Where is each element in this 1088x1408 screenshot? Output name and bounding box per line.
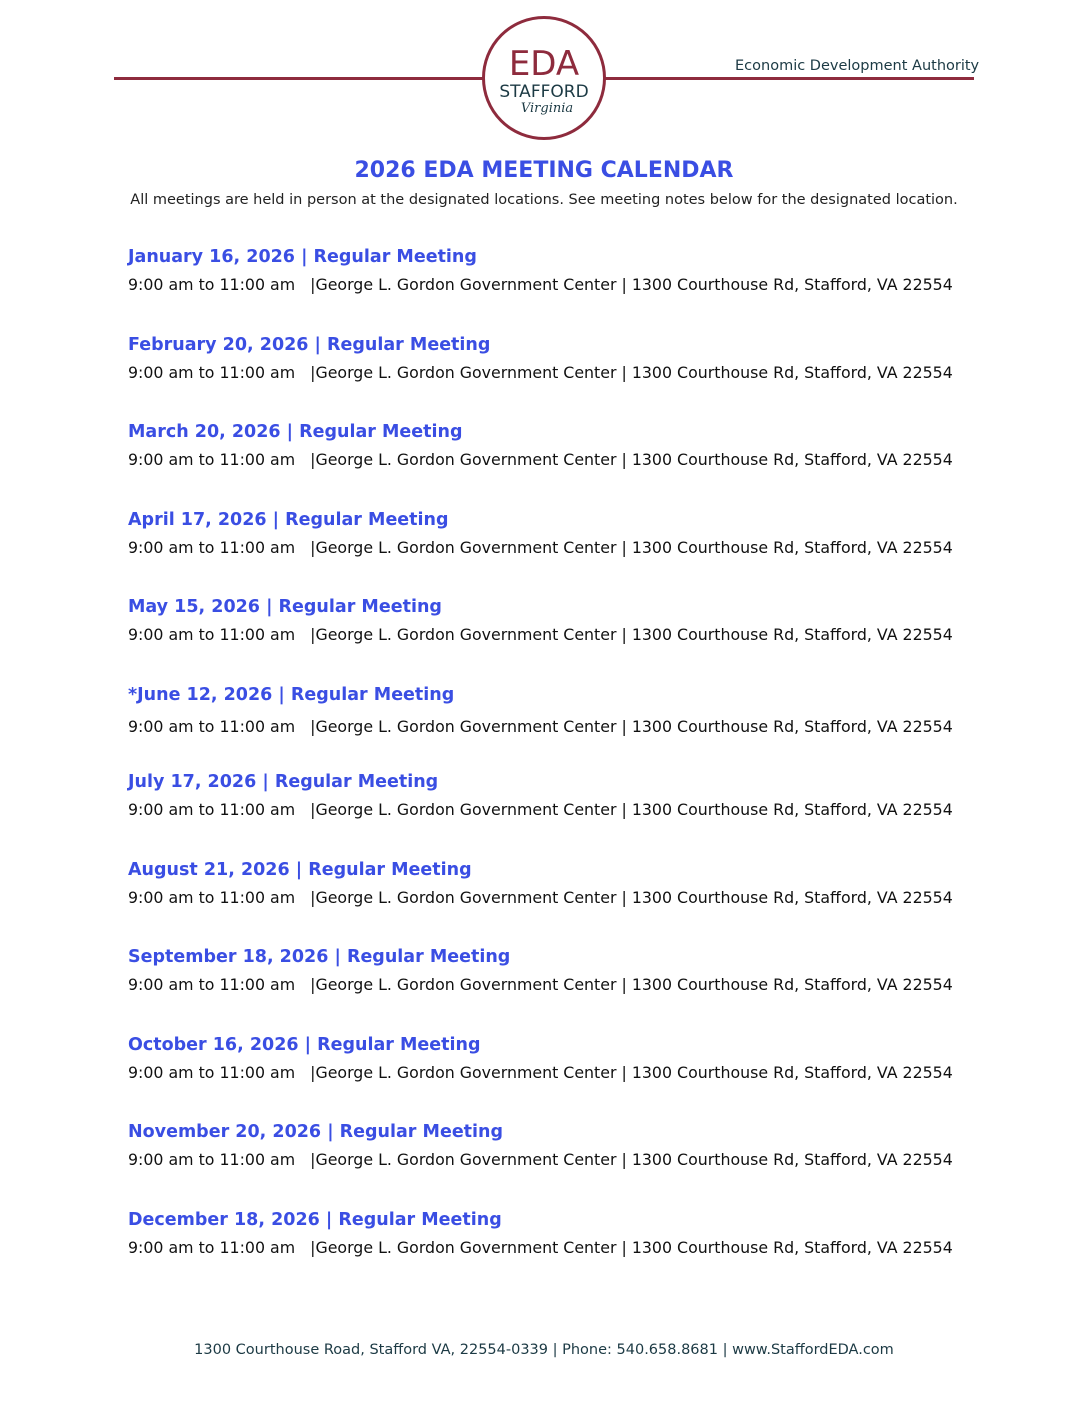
logo-eda-text: EDA <box>508 44 580 84</box>
meeting-detail: 9:00 am to 11:00 am |George L. Gordon Government Center | 1300 Courthouse Rd, Stafford, VA 22554 <box>128 537 953 557</box>
meeting-detail: 9:00 am to 11:00 am |George L. Gordon Government Center | 1300 Courthouse Rd, Stafford, VA 22554 <box>128 275 953 294</box>
meeting-item-october <box>128 1032 968 1120</box>
meeting-item-june <box>128 682 968 770</box>
meeting-detail: 9:00 am to 11:00 am |George L. Gordon Government Center | 1300 Courthouse Rd, Stafford, VA 22554 <box>128 1062 953 1082</box>
meeting-detail: 9:00 am to 11:00 am |George L. Gordon Government Center | 1300 Courthouse Rd, Stafford, VA 22554 <box>128 887 953 907</box>
page-subtitle: All meetings are held in person at the designated locations. See meeting notes below for the designated location. <box>130 192 958 208</box>
meeting-heading: March 20, 2026 | Regular Meeting <box>128 422 463 442</box>
meeting-heading: October 16, 2026 | Regular Meeting <box>128 1034 481 1055</box>
meeting-item-september <box>128 944 968 1032</box>
eda-stafford-logo <box>482 16 606 140</box>
meeting-detail: 9:00 am to 11:00 am |George L. Gordon Government Center | 1300 Courthouse Rd, Stafford, VA 22554 <box>128 800 953 819</box>
meeting-item-may <box>128 594 968 682</box>
page-title: 2026 EDA MEETING CALENDAR <box>354 158 734 183</box>
logo-virginia-text: Virginia <box>520 101 574 116</box>
meeting-detail: 9:00 am to 11:00 am |George L. Gordon Government Center | 1300 Courthouse Rd, Stafford, VA 22554 <box>128 362 953 382</box>
meeting-detail: 9:00 am to 11:00 am |George L. Gordon Government Center | 1300 Courthouse Rd, Stafford, VA 22554 <box>128 1237 953 1257</box>
meeting-list <box>128 244 968 1294</box>
meeting-heading: April 17, 2026 | Regular Meeting <box>128 509 449 530</box>
meeting-heading: February 20, 2026 | Regular Meeting <box>128 334 491 355</box>
meeting-detail: 9:00 am to 11:00 am |George L. Gordon Government Center | 1300 Courthouse Rd, Stafford, VA 22554 <box>128 625 953 644</box>
meeting-heading: May 15, 2026 | Regular Meeting <box>128 597 442 617</box>
meeting-heading: November 20, 2026 | Regular Meeting <box>128 1122 504 1142</box>
logo-icon <box>485 19 603 137</box>
meeting-item-august <box>128 857 968 945</box>
footer-contact: 1300 Courthouse Road, Stafford VA, 22554-0339 | Phone: 540.658.8681 | www.StaffordEDA.com <box>194 1342 894 1358</box>
meeting-item-march <box>128 419 968 507</box>
meeting-heading: September 18, 2026 | Regular Meeting <box>128 947 511 967</box>
meeting-heading: July 17, 2026 | Regular Meeting <box>128 772 439 792</box>
meeting-item-december <box>128 1207 968 1295</box>
meeting-item-november <box>128 1119 968 1207</box>
logo-stafford-text: STAFFORD <box>499 82 589 102</box>
meeting-item-april <box>128 507 968 595</box>
organization-name: Economic Development Authority <box>735 58 980 74</box>
meeting-detail: 9:00 am to 11:00 am |George L. Gordon Government Center | 1300 Courthouse Rd, Stafford, VA 22554 <box>128 716 953 736</box>
meeting-item-february <box>128 332 968 420</box>
meeting-heading: *June 12, 2026 | Regular Meeting <box>128 684 455 705</box>
meeting-heading: August 21, 2026 | Regular Meeting <box>128 859 472 880</box>
meeting-detail: 9:00 am to 11:00 am |George L. Gordon Government Center | 1300 Courthouse Rd, Stafford, VA 22554 <box>128 975 953 994</box>
meeting-item-january <box>128 244 968 332</box>
meeting-item-july <box>128 769 968 857</box>
meeting-detail: 9:00 am to 11:00 am |George L. Gordon Government Center | 1300 Courthouse Rd, Stafford, VA 22554 <box>128 450 953 469</box>
meeting-heading: December 18, 2026 | Regular Meeting <box>128 1209 502 1230</box>
meeting-detail: 9:00 am to 11:00 am |George L. Gordon Government Center | 1300 Courthouse Rd, Stafford, VA 22554 <box>128 1150 953 1169</box>
meeting-heading: January 16, 2026 | Regular Meeting <box>128 247 477 267</box>
